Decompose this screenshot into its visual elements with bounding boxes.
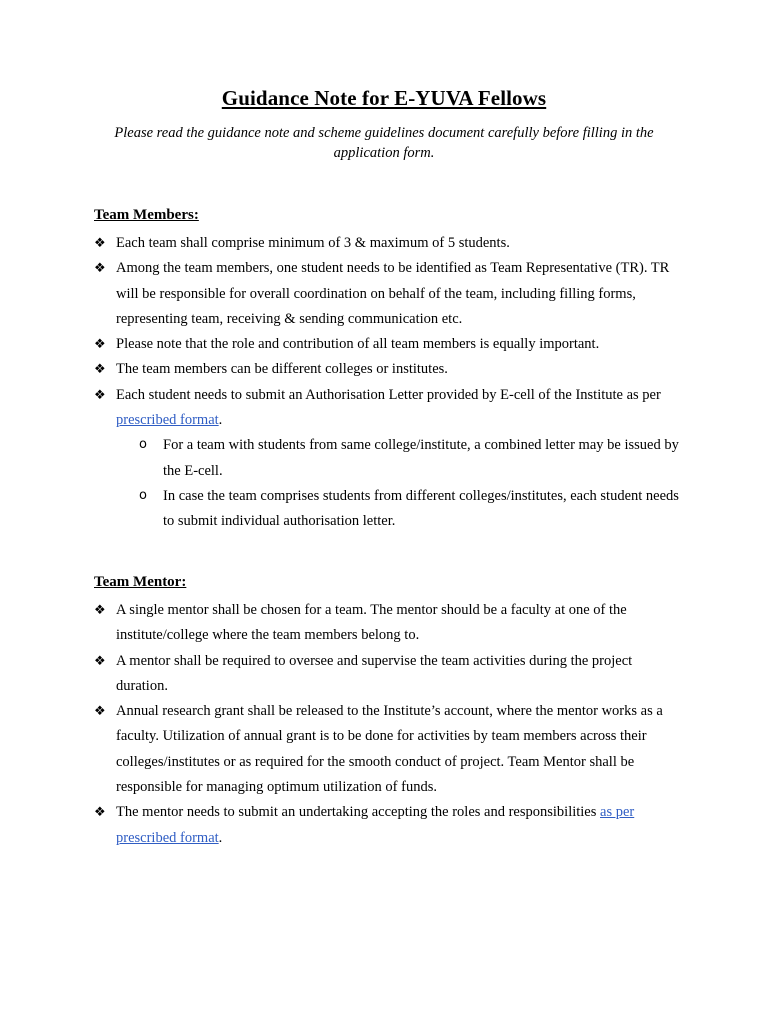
list-item	[94, 800, 679, 851]
list-item-text: Please note that the role and contribution of all team members is equally important.	[116, 336, 600, 353]
list-item-text: Each team shall comprise minimum of 3 & maximum of 5 students.	[116, 235, 510, 251]
list-item	[94, 357, 679, 382]
list-item-text: Among the team members, one student needs to be identified as Team Representative (TR). TR will be responsible for overall coordination on behalf of the team, including filling forms, representing team, receiving & sending communication etc.	[116, 260, 670, 327]
circle-bullet-icon: o	[139, 437, 147, 453]
list-item	[94, 332, 679, 357]
team-mentor-list	[94, 598, 679, 851]
list-item-text: The mentor needs to submit an undertaking accepting the roles and responsibilities	[116, 804, 601, 821]
circle-bullet-icon: o	[139, 487, 147, 503]
list-item	[94, 649, 679, 700]
diamond-bullet-icon: ❖	[94, 653, 106, 669]
mentor-prescribed-format-link[interactable]: as per prescribed format	[116, 804, 635, 846]
sub-list-item	[116, 484, 679, 535]
team-mentor-heading: Team Mentor:	[94, 574, 187, 590]
list-item	[94, 231, 679, 256]
diamond-bullet-icon: ❖	[94, 387, 106, 403]
diamond-bullet-icon: ❖	[94, 261, 106, 277]
sub-list-item-text: In case the team comprises students from different colleges/institutes, each student needs to submit individual authorisation letter.	[163, 487, 679, 530]
list-item-text: Each student needs to submit an Authorisation Letter provided by E-cell of the Institute as per	[116, 386, 661, 403]
team-members-heading: Team Members:	[94, 207, 199, 223]
list-item-text: The team members can be different colleges or institutes.	[116, 361, 448, 378]
page-title: Guidance Note for E-YUVA Fellows	[221, 86, 547, 110]
diamond-bullet-icon: ❖	[94, 805, 106, 821]
auth-letter-sublist	[116, 433, 679, 534]
diamond-bullet-icon: ❖	[94, 603, 106, 618]
list-item	[94, 699, 679, 800]
list-item-text: A single mentor shall be chosen for a team. The mentor should be a faculty at one of the institute/college where the team members belong to.	[116, 602, 627, 644]
diamond-bullet-icon: ❖	[94, 236, 106, 251]
list-item-text-end: .	[218, 412, 223, 429]
list-item-text-end: .	[218, 829, 223, 846]
diamond-bullet-icon: ❖	[94, 362, 106, 378]
sub-list-item	[116, 433, 679, 484]
team-members-list	[94, 231, 679, 535]
list-item	[94, 383, 679, 535]
list-item	[94, 598, 679, 649]
page-subtitle: Please read the guidance note and scheme guidelines document carefully before filling in the application form.	[114, 125, 654, 161]
list-item-text: A mentor shall be required to oversee and supervise the team activities during the project duration.	[116, 652, 633, 694]
list-item-text: Annual research grant shall be released to the Institute’s account, where the mentor works as a faculty. Utilization of annual grant is to be done for activities by team members across their colleges/institutes or as required for the smooth conduct of project. Team Mentor shall be responsible for managing optimum utilization of funds.	[116, 703, 663, 796]
diamond-bullet-icon: ❖	[94, 704, 106, 720]
prescribed-format-link[interactable]: prescribed format	[116, 412, 219, 429]
diamond-bullet-icon: ❖	[94, 337, 106, 353]
list-item	[94, 256, 679, 332]
sub-list-item-text: For a team with students from same college/institute, a combined letter may be issued by the E-cell.	[163, 437, 679, 479]
